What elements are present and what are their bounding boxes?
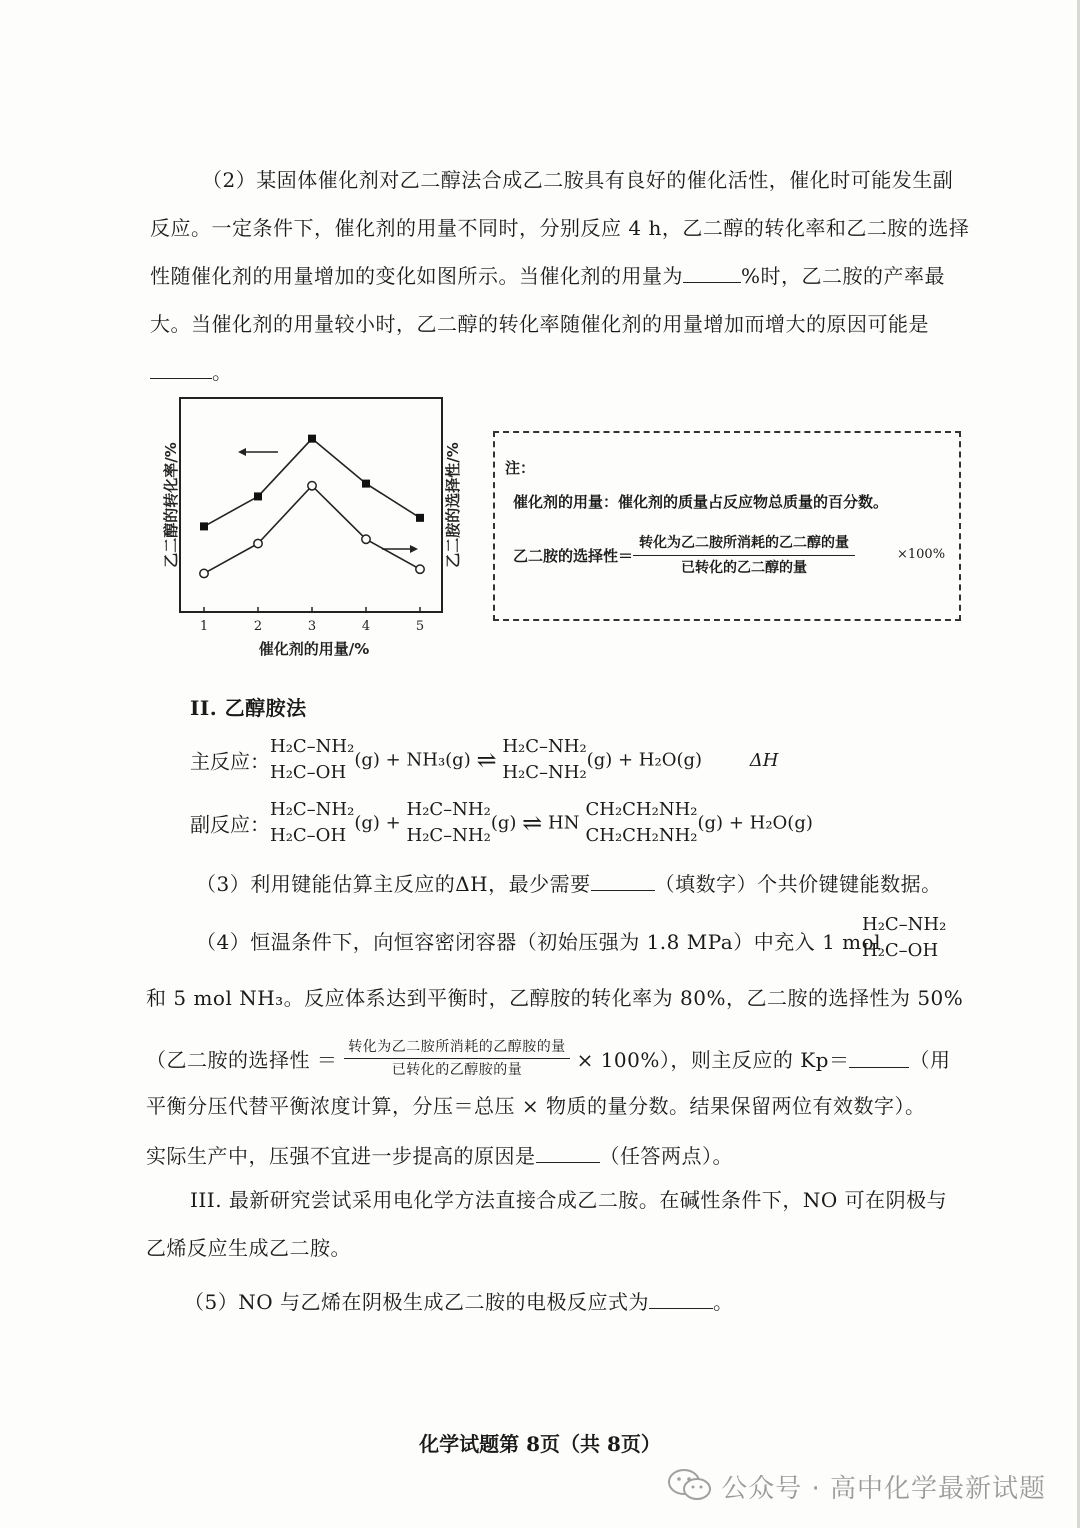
answer-blank[interactable] (683, 264, 741, 283)
note-fraction-denominator: 已转化的乙二醇的量 (681, 560, 807, 576)
formula-bottom: H₂C–OH (270, 762, 347, 783)
selectivity-data-point (200, 569, 208, 577)
y-axis-left-label: 乙二醇的转化率/% (162, 442, 180, 568)
water: + H₂O(g) (617, 749, 703, 771)
question-5 (184, 1286, 733, 1315)
q3-text-start: （3）利用键能估算主反应的ΔH，最少需要 (196, 872, 591, 896)
gas-state: (g) (354, 812, 380, 834)
watermark-text: 公众号 · 高中化学最新试题 (721, 1474, 1046, 1504)
q5-text-start: （5）NO 与乙烯在阴极生成乙二胺的电极反应式为 (184, 1290, 649, 1314)
x-tick-label: 4 (361, 619, 371, 634)
conversion-data-point (254, 492, 262, 500)
q4-text-start: （4）恒温条件下，向恒容密闭容器（初始压强为 1.8 MPa）中充入 1 mol (196, 930, 882, 954)
x-tick-label: 5 (415, 619, 425, 634)
delta-h: ΔH (749, 749, 779, 771)
side-reaction (190, 797, 813, 849)
wechat-icon (667, 1468, 713, 1502)
q2-text-start: （2）某固体催化剂对乙二醇法合成乙二胺具有良好的催化活性，催化时可能发生副反应。一定条件下，催化剂的用量不同时，分别反应 4 h，乙二醇的转化率和乙二胺的选择性随催化剂的用量增加的变化如图所示。当催化剂的用量为 (150, 168, 970, 288)
formula-top: H₂C–NH₂ (270, 736, 355, 757)
formula-top: H₂C–NH₂ (406, 799, 491, 820)
formula-bottom: H₂C–NH₂ (406, 825, 491, 846)
formula-bottom: H₂C–OH (270, 825, 347, 846)
ethanolamine-formula (270, 734, 354, 786)
equilibrium-arrow: ⇌ (476, 746, 497, 774)
fraction-denominator: 已转化的乙醇胺的量 (391, 1062, 523, 1078)
question-4-line-3 (146, 1036, 950, 1081)
ethylenediamine-formula (502, 734, 586, 786)
ammonia: NH₃(g) (406, 749, 471, 771)
note-title: 注： (505, 459, 536, 477)
answer-blank[interactable] (150, 360, 212, 379)
q4-selectivity-fraction (344, 1036, 570, 1081)
formula-top: CH₂CH₂NH₂ (585, 799, 698, 820)
conversion-data-point (416, 514, 424, 522)
ethanolamine-formula (270, 797, 354, 849)
plus-sign: + (385, 812, 401, 834)
q4-line5-end: （任答两点）。 (599, 1144, 733, 1168)
note-times-100: ×100% (897, 547, 946, 562)
formula-bottom: H₂C–NH₂ (502, 762, 587, 783)
page-footer: 化学试题第 8页（共 8页） (419, 1432, 661, 1456)
q5-text-end: 。 (712, 1290, 734, 1314)
q2-text-end: 。 (212, 360, 233, 384)
q4-kp-text: × 100%），则主反应的 Kp＝ (576, 1048, 850, 1072)
answer-blank[interactable] (591, 872, 655, 891)
ethylenediamine-formula (407, 797, 491, 849)
answer-blank[interactable] (536, 1144, 600, 1163)
selectivity-data-point (362, 535, 370, 543)
q3-text-end: （填数字）个共价键键能数据。 (654, 872, 942, 896)
q4-text-tail: （用 (909, 1048, 951, 1072)
question-4-line-1 (196, 926, 881, 955)
y-axis-right-label: 乙二胺的选择性/% (444, 442, 462, 568)
x-axis-label: 催化剂的用量/% (258, 640, 370, 658)
question-2-text (150, 156, 970, 396)
formula-top: H₂C–NH₂ (502, 736, 587, 757)
q2-text-mid: %时，乙二胺的产率最大。当催化剂的用量较小时，乙二醇的转化率随催化剂的用量增加而增大的原因可能是 (150, 264, 946, 336)
q4-line5-start: 实际生产中，压强不宜进一步提高的原因是 (146, 1144, 536, 1168)
conversion-data-point (362, 480, 370, 488)
selectivity-data-point (254, 539, 262, 547)
note-selectivity-label: 乙二胺的选择性＝ (513, 547, 634, 565)
formula-top: H₂C–NH₂ (270, 799, 355, 820)
main-reaction (190, 734, 778, 786)
formula-bottom: H₂C–OH (862, 940, 939, 961)
section-3-text (146, 1176, 966, 1272)
plot-frame (180, 398, 442, 612)
section-2-title: II. 乙醇胺法 (190, 696, 307, 720)
diethylenetriamine-branches (585, 797, 697, 849)
gas-state: (g) (586, 749, 613, 771)
main-reaction-label: 主反应： (190, 749, 270, 774)
equilibrium-arrow: ⇌ (522, 809, 543, 837)
conversion-data-point (200, 522, 208, 530)
note-box (493, 431, 961, 621)
conversion-selectivity-chart (140, 390, 480, 670)
x-tick-label: 1 (199, 619, 209, 634)
left-axis-arrow (238, 448, 278, 456)
selectivity-data-point (416, 565, 424, 573)
answer-blank[interactable] (849, 1049, 909, 1068)
gas-state: (g) (697, 812, 724, 834)
conversion-data-point (308, 435, 316, 443)
question-3 (196, 868, 942, 897)
side-reaction-label: 副反应： (190, 812, 270, 837)
water: + H₂O(g) (728, 812, 813, 834)
q4-ethanolamine-formula (862, 912, 946, 964)
formula-top: H₂C–NH₂ (862, 914, 947, 935)
question-4-line-2: 和 5 mol NH₃。反应体系达到平衡时，乙醇胺的转化率为 80%，乙二胺的选择性为 50% (146, 986, 964, 1010)
x-tick-label: 2 (253, 619, 263, 634)
question-4-line-5 (146, 1140, 733, 1169)
answer-blank[interactable] (649, 1290, 713, 1309)
note-line-1: 催化剂的用量：催化剂的质量占反应物总质量的百分数。 (513, 493, 889, 511)
plus-sign: + (385, 749, 401, 771)
gas-state: (g) (490, 812, 517, 834)
gas-state: (g) (354, 749, 380, 771)
imino-group: HN (548, 812, 580, 834)
formula-bottom: CH₂CH₂NH₂ (585, 825, 698, 846)
section-3-body: III. 最新研究尝试采用电化学方法直接合成乙二胺。在碱性条件下，NO 可在阴极与乙烯反应生成乙二胺。 (146, 1188, 948, 1260)
question-4-line-4: 平衡分压代替平衡浓度计算，分压＝总压 × 物质的量分数。结果保留两位有效数字）。 (146, 1094, 926, 1118)
watermark (721, 1468, 1046, 1505)
selectivity-series-line (204, 486, 420, 574)
fraction-numerator: 转化为乙二胺所消耗的乙醇胺的量 (344, 1036, 570, 1059)
selectivity-data-point (308, 482, 316, 490)
note-fraction (633, 531, 855, 580)
x-tick-label: 3 (307, 619, 317, 634)
note-fraction-numerator: 转化为乙二胺所消耗的乙二醇的量 (633, 531, 855, 556)
q4-selectivity-label: （乙二胺的选择性 ＝ (146, 1048, 338, 1072)
